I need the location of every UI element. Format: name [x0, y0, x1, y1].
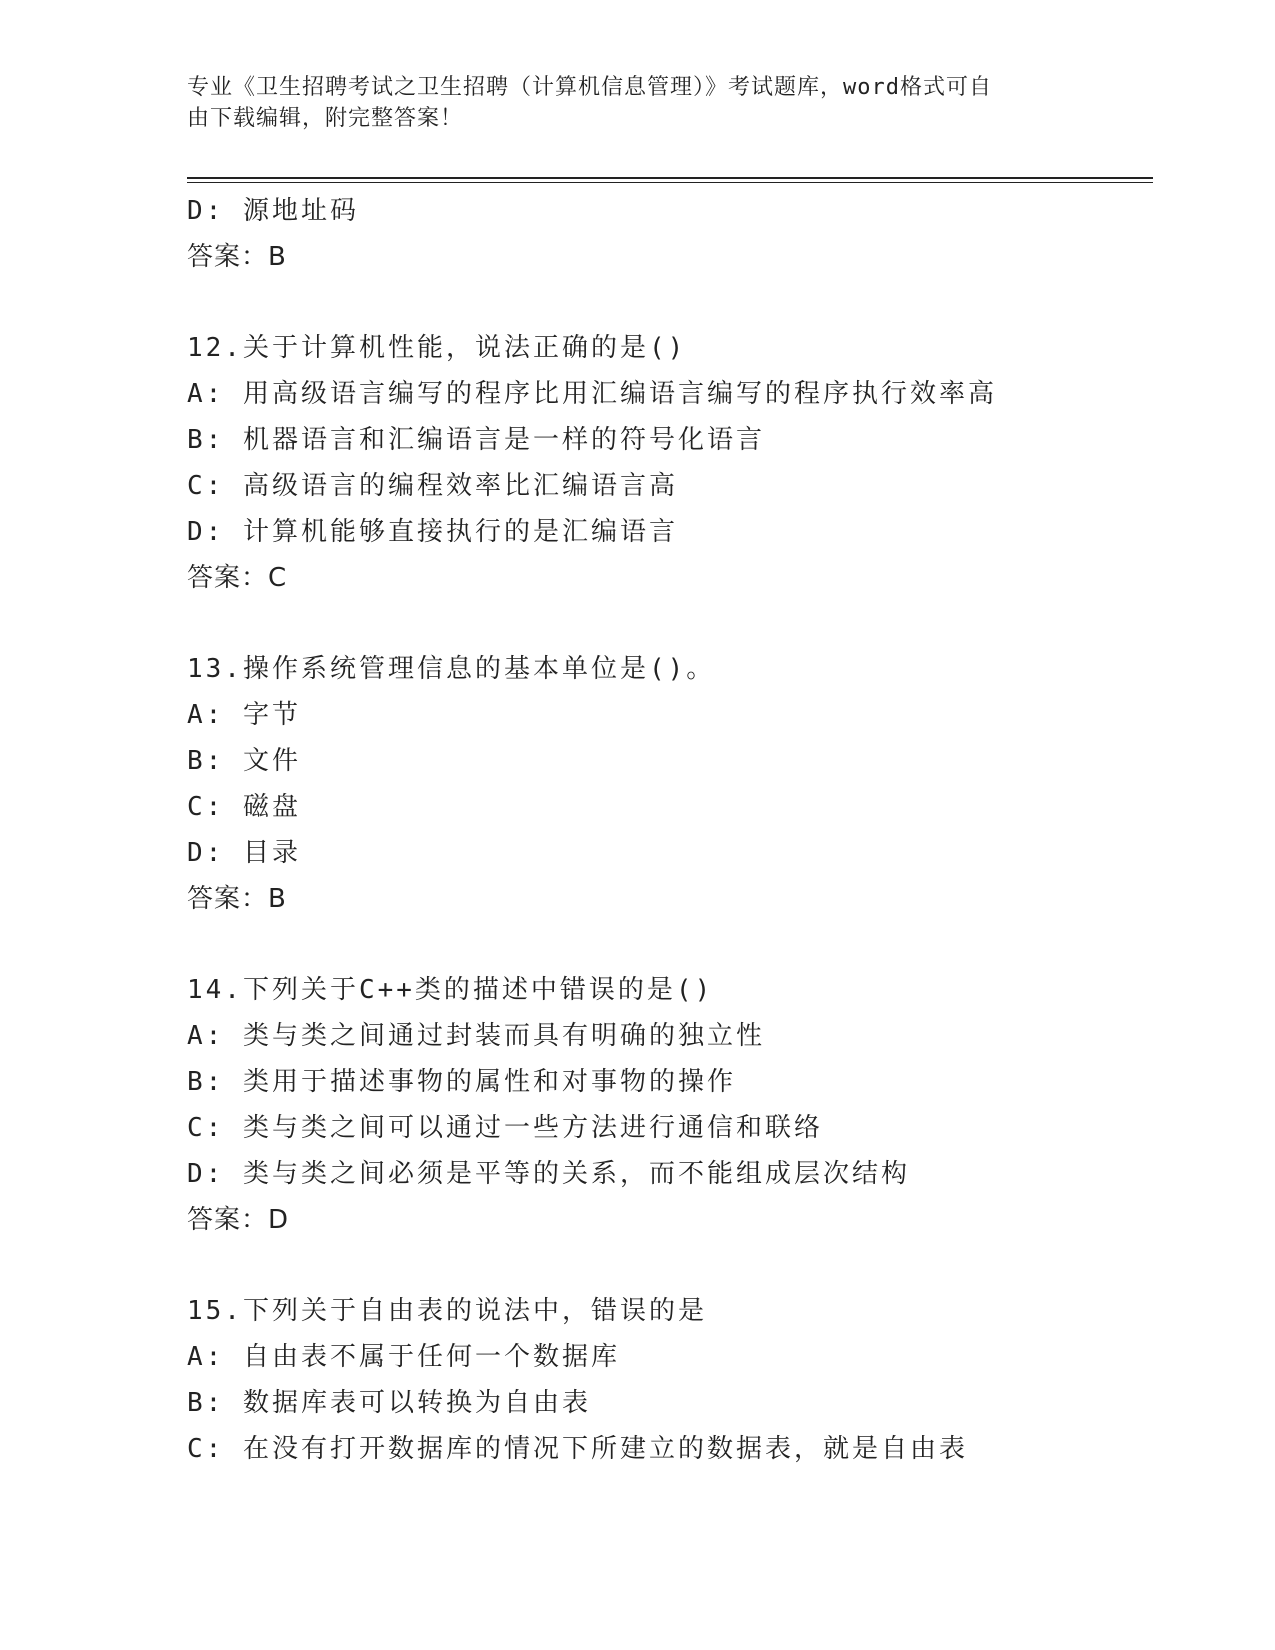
option-c: C: 磁盘 [187, 792, 301, 822]
option-d: D: 计算机能够直接执行的是汇编语言 [187, 517, 678, 547]
option-d: D: 源地址码 [187, 196, 359, 226]
option-a: A: 字节 [187, 700, 301, 730]
question-14 [187, 967, 1153, 1243]
option-a: A: 类与类之间通过封装而具有明确的独立性 [187, 1021, 765, 1051]
header-divider-thin [187, 182, 1153, 183]
question-stem: 14.下列关于C++类的描述中错误的是() [187, 975, 714, 1005]
option-d: D: 类与类之间必须是平等的关系，而不能组成层次结构 [187, 1159, 910, 1189]
option-a: A: 自由表不属于任何一个数据库 [187, 1342, 620, 1372]
spacer [187, 601, 1153, 646]
header-line-1: 专业《卫生招聘考试之卫生招聘（计算机信息管理）》考试题库，word格式可自 [187, 75, 992, 100]
answer: 答案：B [187, 884, 287, 914]
spacer [187, 922, 1153, 967]
option-c: C: 高级语言的编程效率比汇编语言高 [187, 471, 678, 501]
spacer [187, 280, 1153, 325]
option-d: D: 目录 [187, 838, 301, 868]
option-c: C: 在没有打开数据库的情况下所建立的数据表，就是自由表 [187, 1434, 968, 1464]
question-stem: 13.操作系统管理信息的基本单位是()。 [187, 654, 716, 684]
option-a: A: 用高级语言编写的程序比用汇编语言编写的程序执行效率高 [187, 379, 997, 409]
question-stem: 15.下列关于自由表的说法中，错误的是 [187, 1296, 707, 1326]
spacer [187, 1243, 1153, 1288]
header-line-2: 由下载编辑，附完整答案！ [187, 106, 464, 131]
header-divider-thick [187, 177, 1153, 179]
question-stem: 12.关于计算机性能，说法正确的是() [187, 333, 687, 363]
question-15 [187, 1288, 1153, 1472]
option-b: B: 文件 [187, 746, 301, 776]
answer: 答案：B [187, 242, 287, 272]
answer: 答案：D [187, 1205, 290, 1235]
option-c: C: 类与类之间可以通过一些方法进行通信和联络 [187, 1113, 823, 1143]
question-list [187, 188, 1153, 1472]
option-b: B: 数据库表可以转换为自由表 [187, 1388, 591, 1418]
question-12 [187, 325, 1153, 601]
option-b: B: 机器语言和汇编语言是一样的符号化语言 [187, 425, 765, 455]
page-header [187, 72, 1067, 134]
question-11 [187, 188, 1153, 280]
option-b: B: 类用于描述事物的属性和对事物的操作 [187, 1067, 736, 1097]
answer: 答案：C [187, 563, 288, 593]
question-13 [187, 646, 1153, 922]
